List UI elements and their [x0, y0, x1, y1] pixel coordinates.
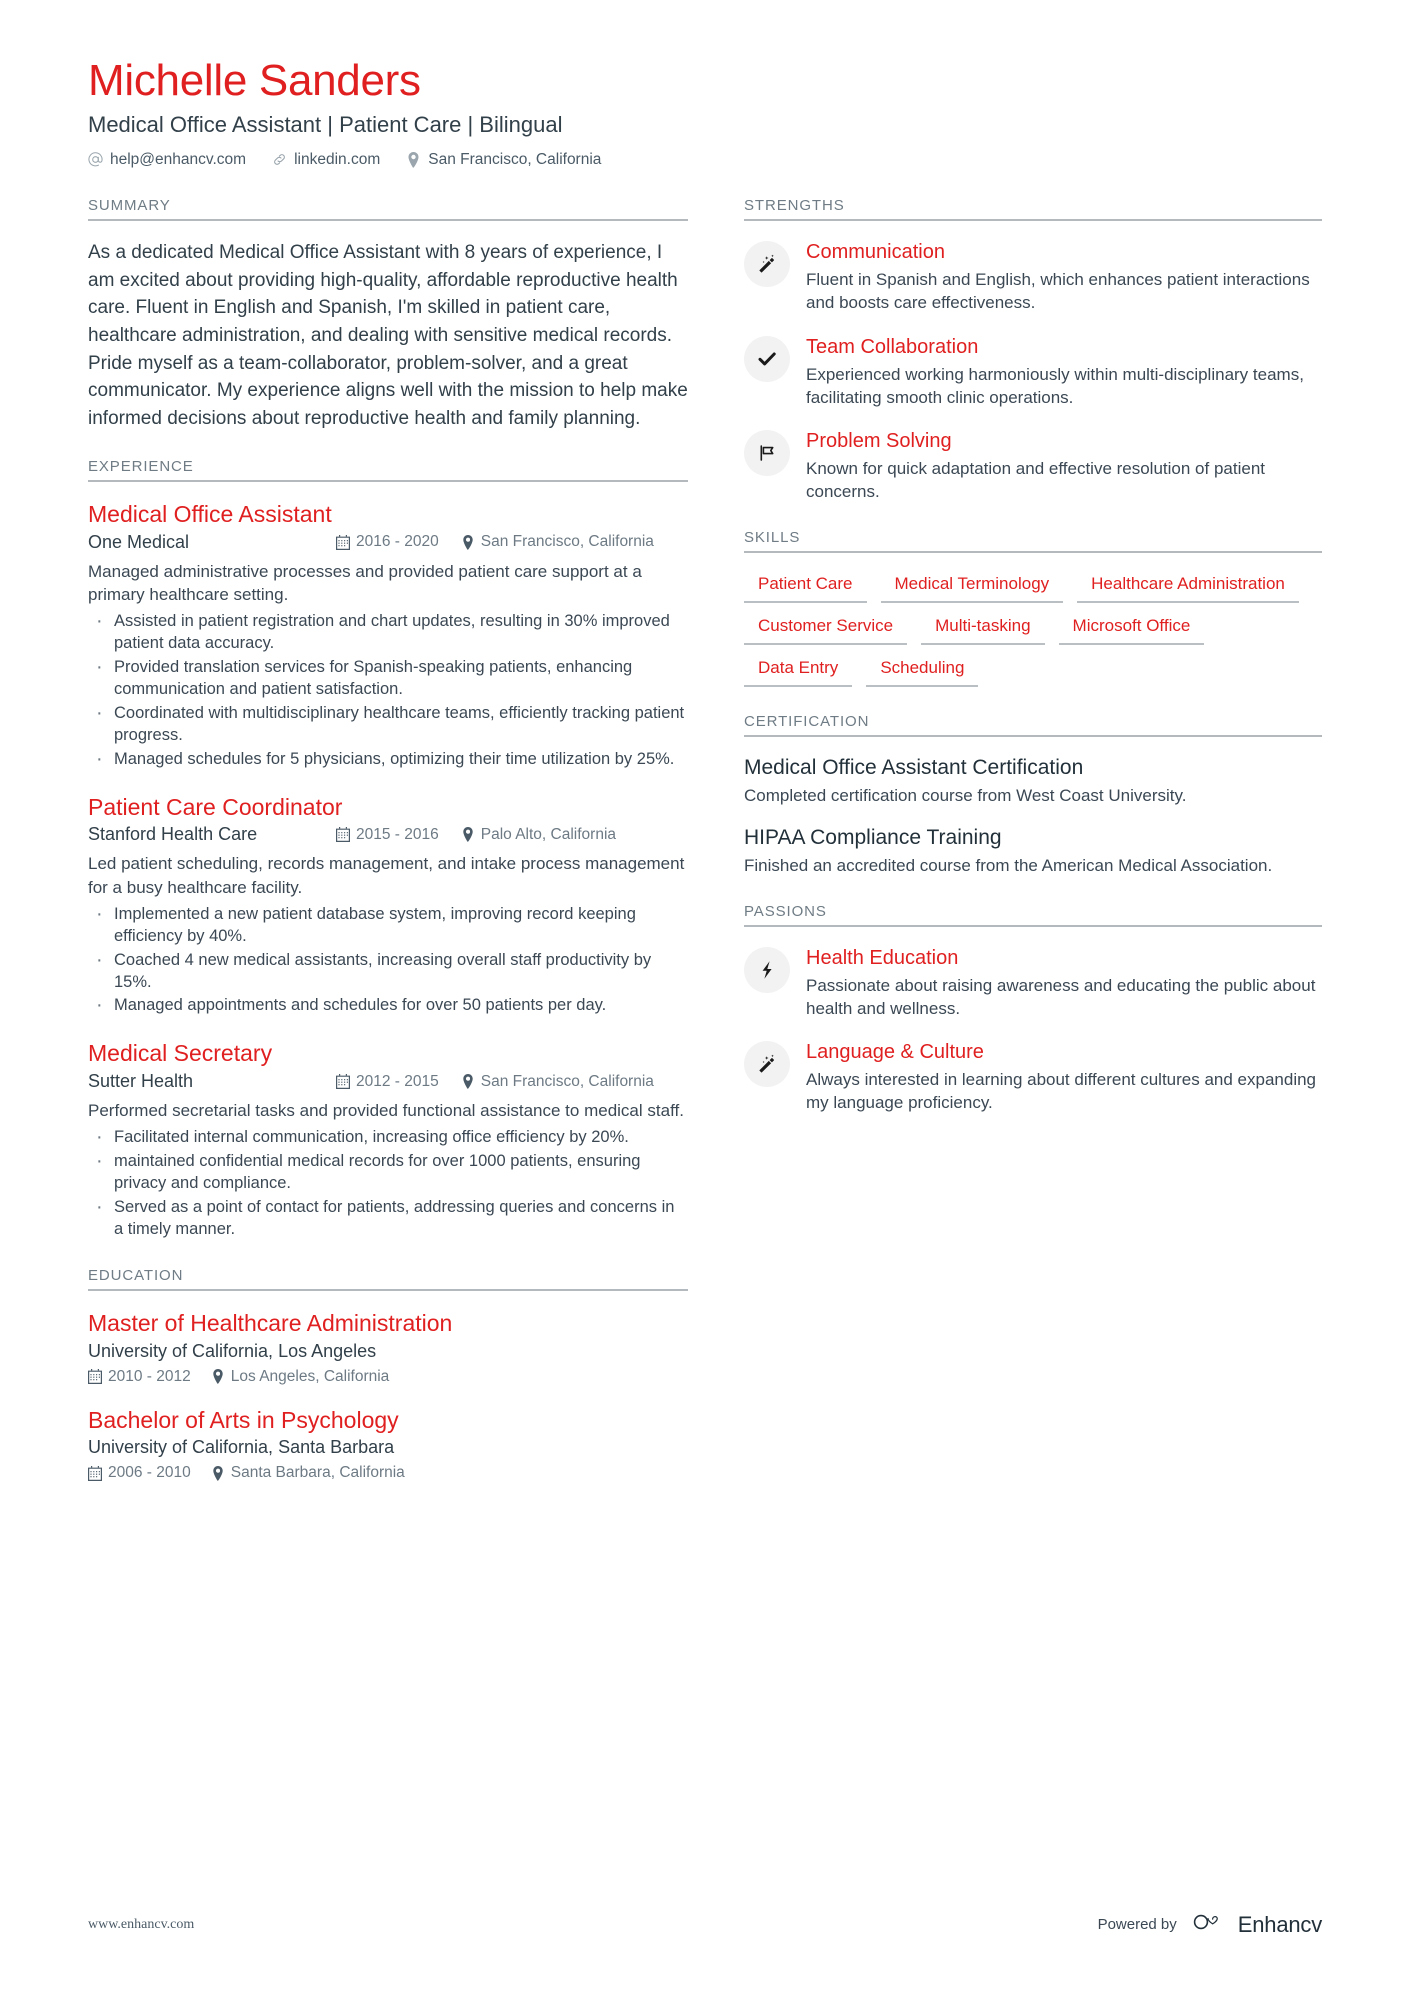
job-dates — [336, 533, 439, 551]
education-dates-text: 2010 - 2012 — [108, 1367, 191, 1385]
certification-title: Medical Office Assistant Certification — [744, 756, 1084, 780]
passion-icon-badge — [744, 947, 790, 993]
skill-tag: Medical Terminology — [881, 571, 1064, 603]
link-icon — [272, 152, 287, 167]
section-title-education: EDUCATION — [88, 1267, 688, 1291]
enhancv-logo-icon — [1191, 1910, 1229, 1939]
resume-body — [88, 197, 1322, 1508]
contact-linkedin-text: linkedin.com — [294, 150, 381, 168]
job-dates-text: 2012 - 2015 — [356, 1072, 439, 1090]
strength-title: Communication — [806, 241, 945, 264]
skill-tag: Customer Service — [744, 613, 907, 645]
job-company: Sutter Health — [88, 1071, 194, 1092]
job-bullet: · Coached 4 new medical assistants, increasing overall staff productivity by 15%. — [88, 950, 688, 994]
left-column — [88, 197, 688, 1508]
candidate-name: Michelle Sanders — [88, 56, 421, 105]
footer-branding — [1098, 1910, 1322, 1939]
strength-item — [744, 334, 1322, 409]
footer-website[interactable]: www.enhancv.com — [88, 1916, 195, 1932]
job-bullet: · Implemented a new patient database system, improving record keeping efficiency by 40%. — [88, 904, 688, 948]
lightning-bolt-icon — [757, 959, 777, 981]
check-icon — [756, 348, 778, 370]
education-dates-text: 2006 - 2010 — [108, 1464, 191, 1482]
passion-title: Language & Culture — [806, 1041, 984, 1064]
job-description: Managed administrative processes and provided patient care support at a primary healthcare setting. — [88, 561, 642, 605]
job-title: Medical Office Assistant — [88, 501, 332, 528]
strength-title: Team Collaboration — [806, 335, 979, 358]
job-location-text: San Francisco, California — [480, 533, 654, 551]
strength-description: Known for quick adaptation and effective resolution of patient concerns. — [806, 458, 1265, 501]
education-school: University of California, Los Angeles — [88, 1340, 377, 1361]
job-bullet: · Managed appointments and schedules for over 50 patients per day. — [88, 995, 688, 1017]
enhancv-brand-name: Enhancv — [1237, 1911, 1322, 1937]
job-title: Patient Care Coordinator — [88, 793, 343, 820]
section-summary — [88, 197, 688, 432]
passion-title: Health Education — [806, 946, 959, 969]
summary-text: As a dedicated Medical Office Assistant with 8 years of experience, I am excited about providing high-quality, affordable reproductive health care. Fluent in English and Spanish, I'm skilled in patient care, healthcare administration, and dealing with sensitive medical records. Pride myself as a team-collaborator, problem-solver, and a great communicator. My experience aligns well with the mission to help make informed decisions about reproductive health and family planning. — [88, 242, 688, 429]
location-pin-icon — [406, 152, 421, 167]
calendar-icon — [88, 1466, 102, 1481]
strength-body — [806, 334, 1322, 409]
contact-location-text: San Francisco, California — [428, 150, 602, 168]
job-location — [461, 533, 654, 551]
certification-item — [744, 755, 1322, 807]
section-title-experience: EXPERIENCE — [88, 458, 688, 482]
contact-location — [406, 152, 601, 168]
strength-item — [744, 428, 1322, 503]
strength-icon-badge — [744, 241, 790, 287]
education-degree: Bachelor of Arts in Psychology — [88, 1406, 399, 1433]
passion-icon-badge — [744, 1041, 790, 1087]
job-dates-text: 2016 - 2020 — [356, 533, 439, 551]
contact-email[interactable] — [88, 152, 246, 168]
strength-description: Fluent in Spanish and English, which enhances patient interactions and boosts care effectiveness. — [806, 270, 1310, 313]
job-location — [461, 1073, 654, 1091]
education-item — [88, 1406, 688, 1483]
passion-item — [744, 945, 1322, 1020]
education-location-text: Santa Barbara, California — [230, 1464, 405, 1482]
education-dates — [88, 1368, 191, 1386]
skills-list — [744, 571, 1322, 687]
strength-body — [806, 239, 1322, 314]
job-description: Performed secretarial tasks and provided functional assistance to medical staff. — [88, 1101, 684, 1121]
magic-wand-icon — [756, 253, 778, 275]
job-dates — [336, 1073, 439, 1091]
calendar-icon — [336, 827, 350, 842]
strength-body — [806, 428, 1322, 503]
job-bullet: · Served as a point of contact for patients, addressing queries and concerns in a timely manner. — [88, 1197, 688, 1241]
location-pin-icon — [461, 535, 475, 550]
education-location — [211, 1464, 405, 1482]
skill-tag: Data Entry — [744, 655, 852, 687]
experience-item — [88, 1039, 688, 1241]
strength-title: Problem Solving — [806, 429, 952, 452]
section-education — [88, 1267, 688, 1483]
job-title: Medical Secretary — [88, 1040, 273, 1067]
enhancv-brand-lockup — [1191, 1910, 1322, 1939]
location-pin-icon — [211, 1466, 225, 1481]
location-pin-icon — [461, 1074, 475, 1089]
skill-tag: Microsoft Office — [1059, 613, 1205, 645]
contact-linkedin[interactable] — [272, 152, 380, 168]
section-passions — [744, 903, 1322, 1114]
job-location-text: Palo Alto, California — [480, 825, 617, 843]
job-bullets — [88, 1127, 688, 1241]
at-icon — [88, 152, 103, 167]
passion-item — [744, 1039, 1322, 1114]
job-location-text: San Francisco, California — [480, 1072, 654, 1090]
job-bullets — [88, 904, 688, 1018]
certification-description: Completed certification course from West Coast University. — [744, 785, 1187, 805]
contact-email-text: help@enhancv.com — [110, 150, 247, 168]
job-bullet: · Provided translation services for Spanish-speaking patients, enhancing communication and patient satisfaction. — [88, 657, 688, 701]
education-school: University of California, Santa Barbara — [88, 1437, 395, 1458]
skill-tag: Healthcare Administration — [1077, 571, 1299, 603]
certification-description: Finished an accredited course from the American Medical Association. — [744, 855, 1273, 875]
calendar-icon — [88, 1369, 102, 1384]
magic-wand-icon — [756, 1053, 778, 1075]
section-title-summary: SUMMARY — [88, 197, 688, 221]
job-dates-text: 2015 - 2016 — [356, 825, 439, 843]
location-pin-icon — [461, 827, 475, 842]
job-location — [461, 826, 616, 844]
education-degree: Master of Healthcare Administration — [88, 1309, 453, 1336]
right-column — [744, 197, 1322, 1140]
job-meta — [88, 1071, 688, 1092]
passion-description: Always interested in learning about different cultures and expanding my language proficiency. — [806, 1070, 1317, 1113]
section-title-passions: PASSIONS — [744, 903, 1322, 927]
job-bullet: · maintained confidential medical records for over 1000 patients, ensuring privacy and compliance. — [88, 1151, 688, 1195]
candidate-headline: Medical Office Assistant | Patient Care | Bilingual — [88, 112, 563, 138]
education-dates — [88, 1464, 191, 1482]
education-meta — [88, 1368, 688, 1386]
job-meta — [88, 824, 688, 845]
skill-tag: Patient Care — [744, 571, 867, 603]
job-bullet: · Coordinated with multidisciplinary healthcare teams, efficiently tracking patient progress. — [88, 703, 688, 747]
education-location-text: Los Angeles, California — [230, 1367, 390, 1385]
section-experience — [88, 458, 688, 1241]
flag-icon — [756, 442, 778, 464]
calendar-icon — [336, 1074, 350, 1089]
passion-body — [806, 1039, 1322, 1114]
section-title-strengths: STRENGTHS — [744, 197, 1322, 221]
calendar-icon — [336, 535, 350, 550]
section-certification — [744, 713, 1322, 877]
strength-description: Experienced working harmoniously within multi-disciplinary teams, facilitating smooth clinic operations. — [806, 364, 1304, 407]
strength-item — [744, 239, 1322, 314]
passion-description: Passionate about raising awareness and educating the public about health and wellness. — [806, 975, 1316, 1019]
resume-header — [88, 56, 1322, 167]
job-bullets — [88, 611, 688, 771]
resume-footer — [88, 1910, 1322, 1939]
education-item — [88, 1309, 688, 1386]
certification-title: HIPAA Compliance Training — [744, 826, 1002, 849]
section-strengths — [744, 197, 1322, 503]
job-company: One Medical — [88, 531, 190, 552]
job-bullet: · Assisted in patient registration and chart updates, resulting in 30% improved patient data accuracy. — [88, 611, 688, 655]
section-skills — [744, 529, 1322, 687]
skill-tag: Multi-tasking — [921, 613, 1044, 645]
passion-body — [806, 945, 1322, 1020]
strength-icon-badge — [744, 336, 790, 382]
certification-item — [744, 825, 1322, 877]
contact-row — [88, 152, 1322, 168]
job-bullet: · Managed schedules for 5 physicians, optimizing their time utilization by 25%. — [88, 749, 688, 771]
job-bullet: · Facilitated internal communication, increasing office efficiency by 20%. — [88, 1127, 688, 1149]
experience-item — [88, 793, 688, 1018]
job-meta — [88, 532, 688, 553]
education-meta — [88, 1464, 688, 1482]
section-title-certification: CERTIFICATION — [744, 713, 1322, 737]
job-description: Led patient scheduling, records management, and intake process management for a busy healthcare facility. — [88, 854, 685, 897]
skill-tag: Scheduling — [866, 655, 978, 687]
strength-icon-badge — [744, 430, 790, 476]
experience-item — [88, 500, 688, 771]
job-dates — [336, 826, 439, 844]
job-company: Stanford Health Care — [88, 824, 258, 845]
location-pin-icon — [211, 1369, 225, 1384]
education-location — [211, 1368, 390, 1386]
powered-by-label: Powered by — [1097, 1916, 1177, 1933]
section-title-skills: SKILLS — [744, 529, 1322, 553]
